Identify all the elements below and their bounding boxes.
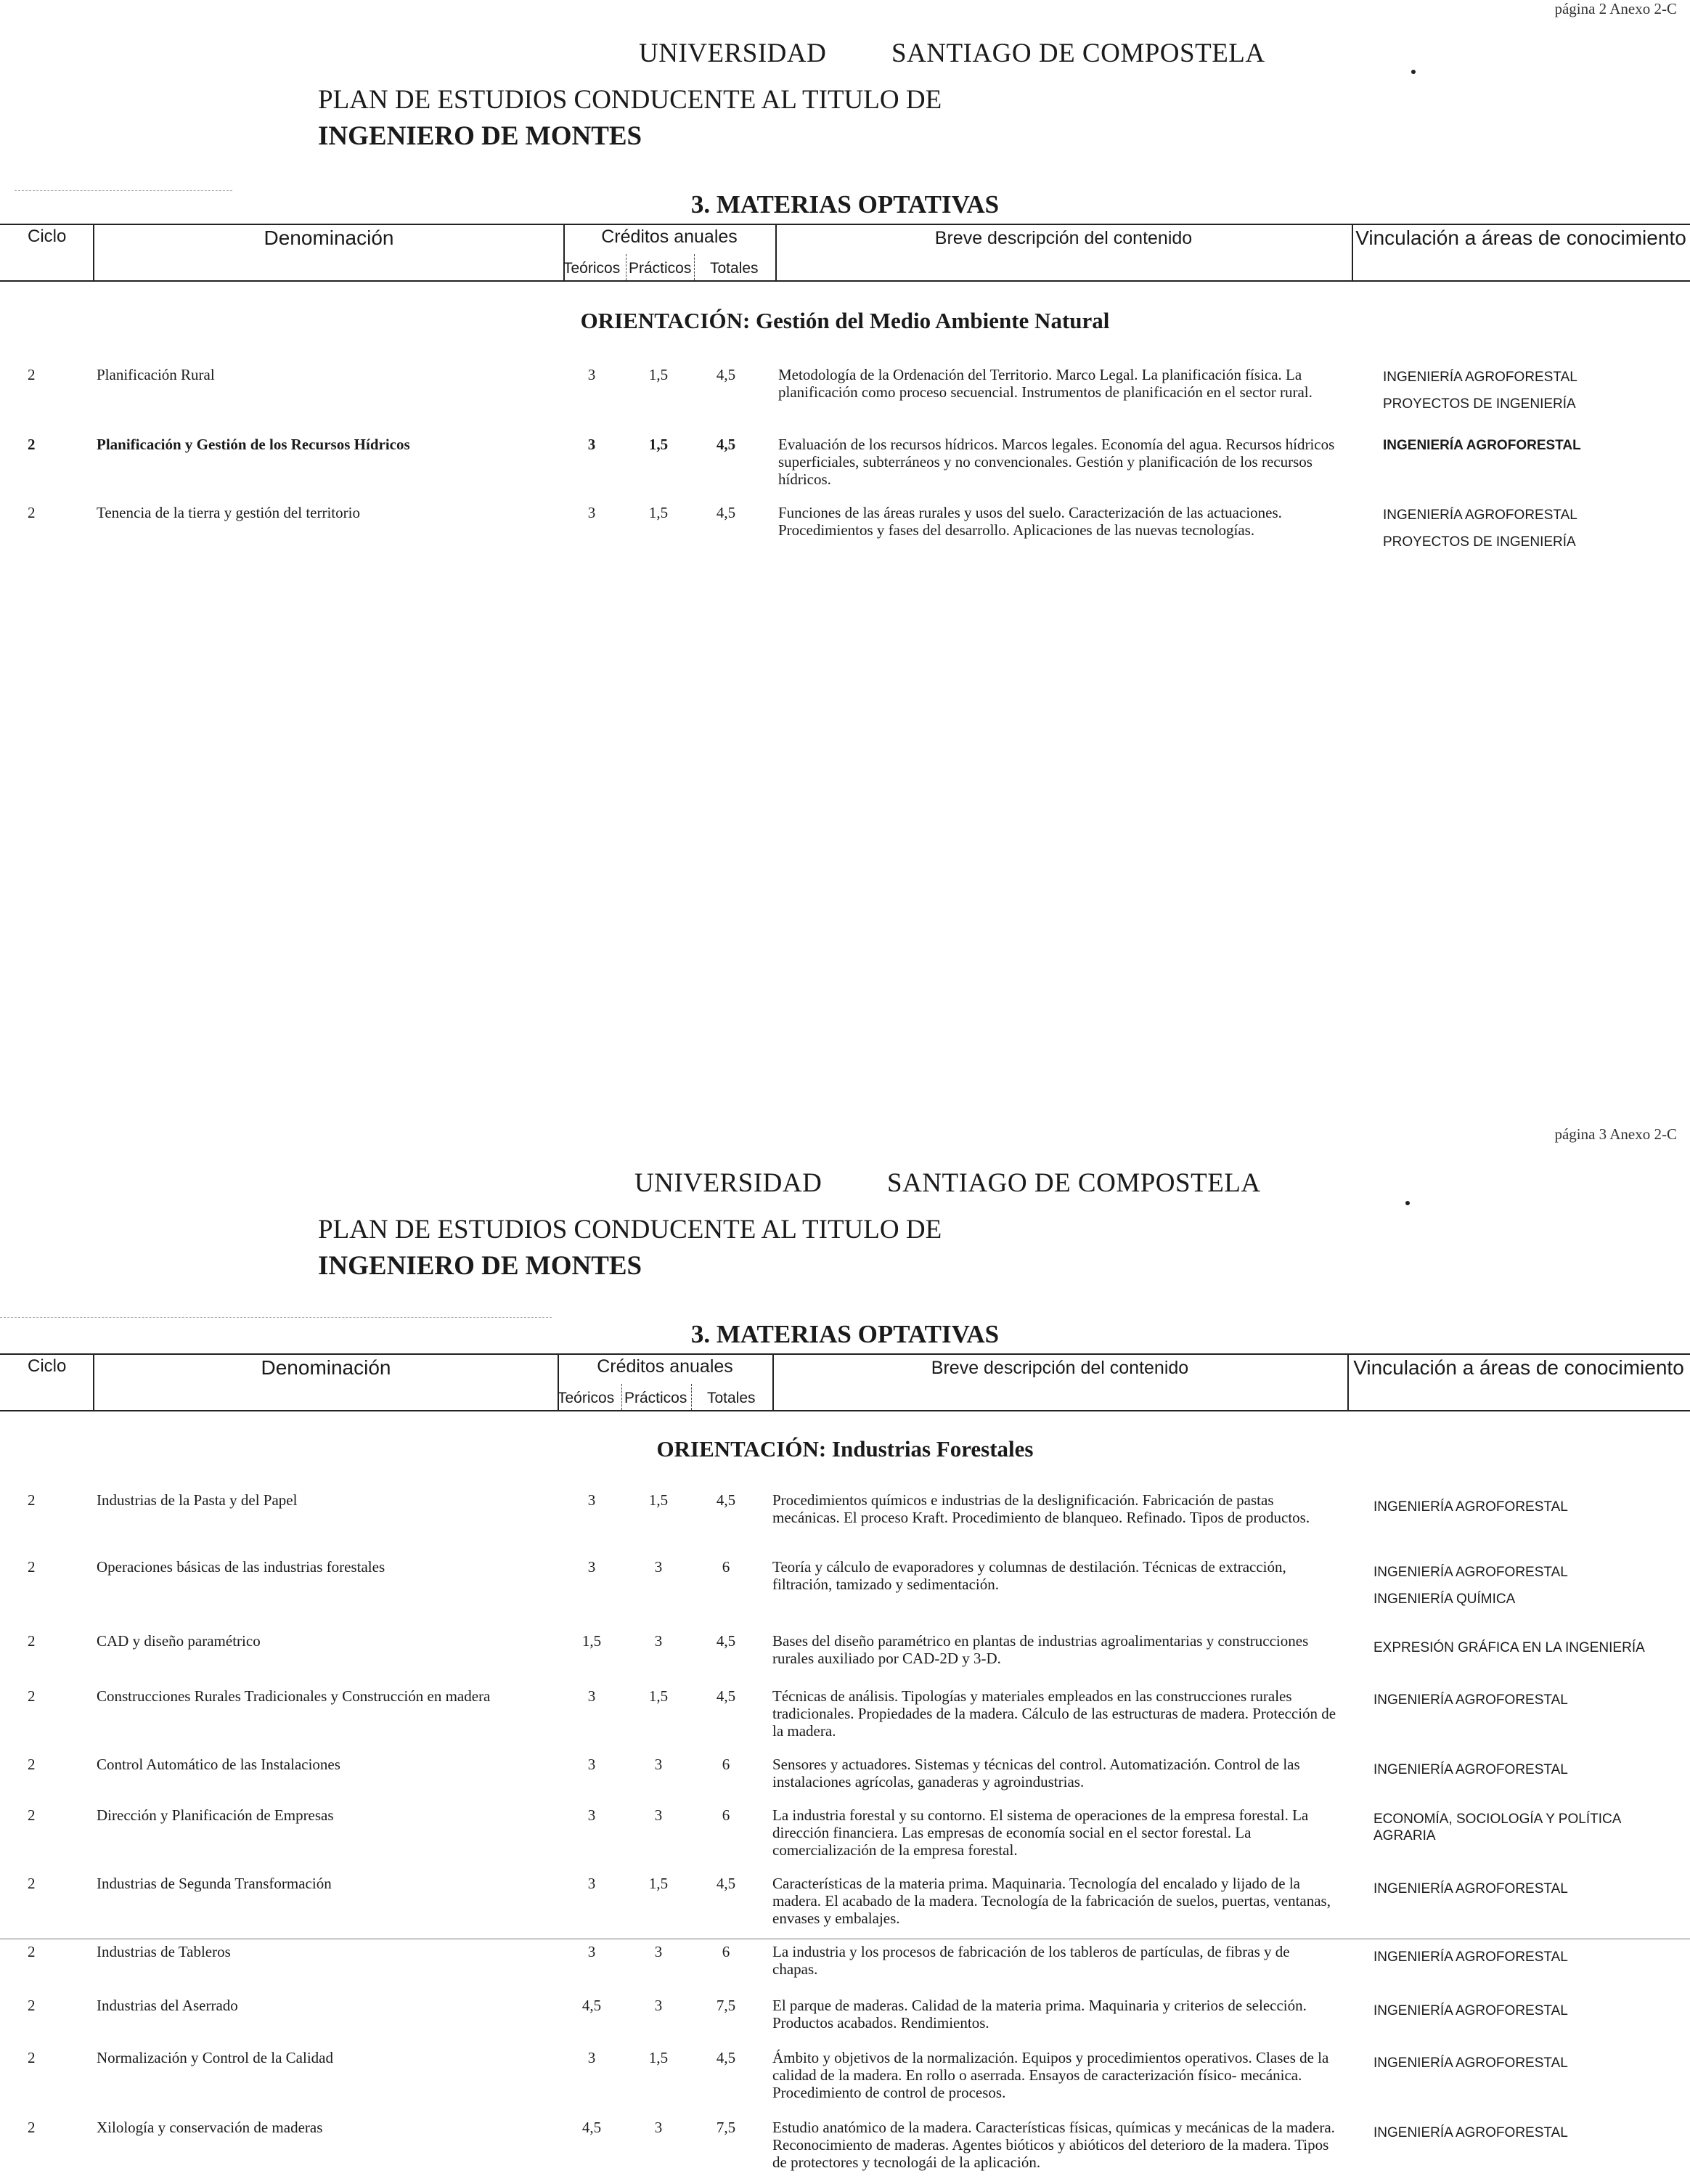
header-practicos: Prácticos [624, 1390, 687, 1406]
area-item: PROYECTOS DE INGENIERÍA [1383, 396, 1576, 412]
document-page-2 [0, 1092, 1690, 2184]
cell-teoricos: 3 [587, 436, 596, 453]
cell-teoricos: 4,5 [581, 1997, 602, 2014]
cell-totales: 7,5 [716, 1997, 736, 2014]
cell-totales: 4,5 [716, 366, 736, 383]
orientation-title: ORIENTACIÓN: Gestión del Medio Ambiente Natural [580, 308, 1110, 333]
cell-areas [1373, 1639, 1649, 1666]
header-teoricos: Teóricos [558, 1390, 615, 1406]
cell-ciclo: 2 [28, 1806, 36, 1824]
cell-descripcion: Teoría y cálculo de evaporadores y columnas de destilación. Técnicas de extracción, filtración, tamizado y sedimentación. [772, 1558, 1286, 1593]
page-number: página 3 Anexo 2-C [1554, 1125, 1677, 1143]
degree-title: INGENIERO DE MONTES [318, 121, 642, 151]
cell-denominacion: Planificación Rural [97, 366, 215, 383]
header-ciclo: Ciclo [28, 1356, 67, 1376]
cell-denominacion: Industrias de Segunda Transformación [97, 1875, 332, 1892]
cell-practicos: 1,5 [648, 1687, 669, 1705]
cell-totales: 6 [722, 1558, 730, 1576]
cell-teoricos: 3 [587, 1491, 596, 1509]
cell-descripcion: Técnicas de análisis. Tipologías y materiales empleados en las construcciones rurales tradicionales. Propiedades de la madera. Cálculo de las estructuras de madera. Protección de la madera. [772, 1687, 1336, 1740]
cell-ciclo: 2 [28, 504, 36, 521]
cell-denominacion: Dirección y Planificación de Empresas [97, 1806, 334, 1824]
area-item: PROYECTOS DE INGENIERÍA [1383, 534, 1576, 550]
cell-areas [1373, 2055, 1649, 2082]
cell-descripcion: Procedimientos químicos e industrias de la deslignificación. Fabricación de pastas mecánicas. El proceso Kraft. Procedimiento de blanqueo. Refinado. Tipos de productos. [772, 1491, 1310, 1526]
university-label: UNIVERSIDAD [639, 38, 827, 68]
scan-mark [1411, 70, 1416, 74]
cell-ciclo: 2 [28, 1756, 36, 1773]
cell-teoricos: 3 [587, 1687, 596, 1705]
cell-denominacion: Industrias del Aserrado [97, 1997, 238, 2014]
header-bottom-rule [0, 280, 1690, 282]
cell-ciclo: 2 [28, 1491, 36, 1509]
cell-teoricos: 3 [587, 504, 596, 521]
cell-practicos: 1,5 [648, 1875, 669, 1892]
cell-denominacion: Operaciones básicas de las industrias forestales [97, 1558, 385, 1576]
cell-ciclo: 2 [28, 436, 36, 453]
cell-ciclo: 2 [28, 1558, 36, 1576]
area-item: INGENIERÍA AGROFORESTAL [1383, 508, 1577, 523]
table-header [0, 1353, 1690, 1411]
cell-ciclo: 2 [28, 2119, 36, 2136]
cell-areas [1373, 1949, 1649, 1976]
cell-totales: 4,5 [716, 504, 736, 521]
cell-denominacion: Tenencia de la tierra y gestión del territorio [97, 504, 360, 521]
header-practicos: Prácticos [629, 260, 692, 277]
cell-teoricos: 3 [587, 2049, 596, 2066]
table-header [0, 224, 1690, 282]
university-name: SANTIAGO DE COMPOSTELA [891, 38, 1265, 68]
area-item: INGENIERÍA AGROFORESTAL [1373, 2125, 1568, 2140]
cell-descripcion: Características de la materia prima. Maquinaria. Tecnología del encalado y lijado de la madera. El acabado de la madera. Tecnología de la fabricación de suelos, puertas, ventanas, envases y embalajes. [772, 1875, 1331, 1927]
cell-descripcion: Bases del diseño paramétrico en plantas de industrias agroalimentarias y construcciones rurales auxiliado por CAD-2D y 3-D. [772, 1632, 1309, 1667]
cell-descripcion: Ámbito y objetivos de la normalización. Equipos y procedimientos operativos. Clases de la calidad de la madera. En rollo o aserrada. Ensayos de caracterización físico- mecánica. Procedimiento de control de procesos. [772, 2049, 1329, 2101]
cell-practicos: 1,5 [648, 2049, 669, 2066]
header-breve: Breve descripción del contenido [931, 1358, 1189, 1378]
cell-teoricos: 3 [587, 1943, 596, 1960]
subcol-divider [694, 254, 695, 280]
university-name: SANTIAGO DE COMPOSTELA [887, 1168, 1261, 1198]
area-item: INGENIERÍA AGROFORESTAL [1373, 1949, 1568, 1965]
subcol-divider [691, 1384, 692, 1410]
cell-practicos: 3 [654, 1943, 663, 1960]
header-bottom-rule [0, 1410, 1690, 1411]
degree-title: INGENIERO DE MONTES [318, 1251, 642, 1281]
scan-mark [1405, 1201, 1410, 1205]
cell-totales: 4,5 [716, 1491, 736, 1509]
cell-denominacion: Control Automático de las Instalaciones [97, 1756, 340, 1773]
cell-practicos: 3 [654, 1806, 663, 1824]
header-denominacion: Denominación [261, 1356, 391, 1379]
area-item: INGENIERÍA AGROFORESTAL [1373, 2055, 1568, 2071]
area-item: INGENIERÍA AGROFORESTAL [1373, 1762, 1568, 1777]
cell-areas [1373, 2124, 1649, 2151]
header-top-rule [0, 224, 1690, 225]
cell-areas [1373, 1761, 1649, 1788]
cell-denominacion: Industrias de la Pasta y del Papel [97, 1491, 298, 1509]
cell-ciclo: 2 [28, 2049, 36, 2066]
section-title: 3. MATERIAS OPTATIVAS [690, 1320, 1000, 1348]
area-item: INGENIERÍA AGROFORESTAL [1373, 1881, 1568, 1896]
cell-teoricos: 1,5 [581, 1632, 602, 1650]
header-creditos: Créditos anuales [601, 227, 738, 247]
area-item: ECONOMÍA, SOCIOLOGÍA Y POLÍTICA AGRARIA [1373, 1812, 1621, 1843]
cell-descripcion: La industria y los procesos de fabricación de los tableros de partículas, de fibras y de chapas. [772, 1943, 1290, 1978]
cell-practicos: 1,5 [648, 436, 669, 453]
area-item: INGENIERÍA AGROFORESTAL [1383, 438, 1581, 453]
cell-teoricos: 3 [587, 1558, 596, 1576]
area-item: INGENIERÍA AGROFORESTAL [1383, 370, 1577, 385]
cell-areas [1373, 1811, 1649, 1854]
cell-totales: 4,5 [716, 1632, 736, 1650]
cell-practicos: 3 [654, 1997, 663, 2014]
cell-practicos: 1,5 [648, 504, 669, 521]
university-label: UNIVERSIDAD [634, 1168, 822, 1198]
cell-practicos: 3 [654, 2119, 663, 2136]
cell-totales: 4,5 [716, 1875, 736, 1892]
cell-ciclo: 2 [28, 1875, 36, 1892]
cell-totales: 6 [722, 1756, 730, 1773]
scan-artifact [0, 1317, 552, 1318]
cell-teoricos: 3 [587, 1756, 596, 1773]
cell-teoricos: 3 [587, 366, 596, 383]
header-vinculacion: Vinculación a áreas de conocimiento [1353, 1356, 1684, 1379]
cell-teoricos: 4,5 [581, 2119, 602, 2136]
cell-areas [1383, 369, 1659, 423]
cell-descripcion: El parque de maderas. Calidad de la materia prima. Maquinaria y criterios de selección. Productos acabados. Rendimientos. [772, 1997, 1307, 2032]
cell-practicos: 1,5 [648, 1491, 669, 1509]
subcol-divider [621, 1384, 622, 1410]
area-item: INGENIERÍA AGROFORESTAL [1373, 1499, 1568, 1515]
header-ciclo: Ciclo [28, 227, 67, 246]
cell-denominacion: Normalización y Control de la Calidad [97, 2049, 333, 2066]
cell-teoricos: 3 [587, 1875, 596, 1892]
area-item: INGENIERÍA AGROFORESTAL [1373, 1692, 1568, 1708]
cell-ciclo: 2 [28, 1997, 36, 2014]
cell-areas [1373, 1499, 1649, 1525]
cell-totales: 4,5 [716, 436, 736, 453]
cell-descripcion: Sensores y actuadores. Sistemas y técnicas del control. Automatización. Control de las instalaciones agrícolas, ganaderas y agroindustrias. [772, 1756, 1300, 1790]
header-denominacion: Denominación [264, 227, 394, 249]
cell-totales: 6 [722, 1806, 730, 1824]
header-teoricos: Teóricos [563, 260, 621, 277]
area-item: EXPRESIÓN GRÁFICA EN LA INGENIERÍA [1373, 1640, 1645, 1655]
header-totales: Totales [710, 260, 759, 277]
cell-denominacion: Construcciones Rurales Tradicionales y Construcción en madera [97, 1687, 491, 1705]
cell-areas [1373, 1881, 1649, 1907]
header-totales: Totales [707, 1390, 756, 1406]
cell-practicos: 3 [654, 1756, 663, 1773]
cell-ciclo: 2 [28, 1632, 36, 1650]
orientation-title: ORIENTACIÓN: Industrias Forestales [656, 1436, 1034, 1462]
area-item: INGENIERÍA QUÍMICA [1373, 1592, 1516, 1607]
section-title: 3. MATERIAS OPTATIVAS [690, 190, 1000, 219]
cell-descripcion: La industria forestal y su contorno. El sistema de operaciones de la empresa forestal. La dirección financiera. Las empresas de economía social en el sector forestal. La comercialización de la empresa forestal. [772, 1806, 1309, 1859]
header-vinculacion: Vinculación a áreas de conocimiento [1355, 227, 1686, 249]
cell-areas [1373, 1692, 1649, 1719]
cell-areas [1373, 2002, 1649, 2029]
cell-totales: 7,5 [716, 2119, 736, 2136]
header-breve: Breve descripción del contenido [934, 228, 1193, 248]
cell-descripcion: Metodología de la Ordenación del Territorio. Marco Legal. La planificación física. La planificación como proceso secuencial. Instrumentos de planificación en el sector rural. [778, 366, 1313, 401]
area-item: INGENIERÍA AGROFORESTAL [1373, 1565, 1568, 1580]
cell-ciclo: 2 [28, 1687, 36, 1705]
cell-areas [1383, 437, 1659, 464]
page-number: página 2 Anexo 2-C [1554, 0, 1677, 17]
cell-denominacion: Industrias de Tableros [97, 1943, 231, 1960]
header-top-rule [0, 1353, 1690, 1355]
cell-ciclo: 2 [28, 366, 36, 383]
cell-descripcion: Estudio anatómico de la madera. Características físicas, químicas y mecánicas de la madera. Reconocimiento de maderas. Agentes bióticos y abióticos del deterioro de la madera. Tipos de protectores y tecnologái de la aplicación. [772, 2119, 1335, 2171]
cell-totales: 4,5 [716, 1687, 736, 1705]
cell-descripcion: Evaluación de los recursos hídricos. Marcos legales. Economía del agua. Recursos hídricos superficiales, subterráneos y no convencionales. Gestión y planificación de los recursos hídricos. [778, 436, 1335, 488]
cell-totales: 6 [722, 1943, 730, 1960]
plan-title: PLAN DE ESTUDIOS CONDUCENTE AL TITULO DE [318, 1215, 942, 1244]
cell-areas [1373, 1564, 1649, 1618]
cell-teoricos: 3 [587, 1806, 596, 1824]
plan-title: PLAN DE ESTUDIOS CONDUCENTE AL TITULO DE [318, 85, 942, 115]
cell-ciclo: 2 [28, 1943, 36, 1960]
cell-denominacion: Planificación y Gestión de los Recursos Hídricos [97, 436, 410, 453]
cell-totales: 4,5 [716, 2049, 736, 2066]
cell-denominacion: Xilología y conservación de maderas [97, 2119, 323, 2136]
header-creditos: Créditos anuales [597, 1356, 733, 1377]
cell-practicos: 3 [654, 1632, 663, 1650]
area-item: INGENIERÍA AGROFORESTAL [1373, 2003, 1568, 2018]
cell-descripcion: Funciones de las áreas rurales y usos del suelo. Caracterización de las actuaciones. Procedimientos y fases del desarrollo. Aplicaciones de las nuevas tecnologías. [778, 504, 1282, 539]
cell-areas [1383, 507, 1659, 561]
cell-practicos: 3 [654, 1558, 663, 1576]
cell-practicos: 1,5 [648, 366, 669, 383]
cell-denominacion: CAD y diseño paramétrico [97, 1632, 261, 1650]
